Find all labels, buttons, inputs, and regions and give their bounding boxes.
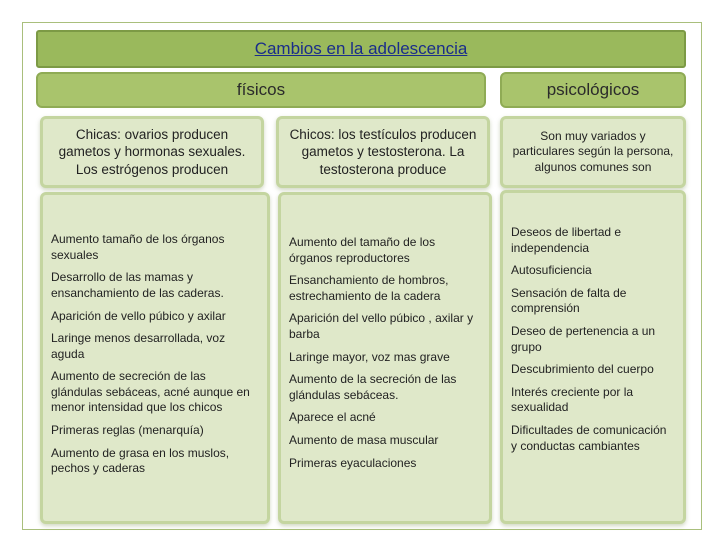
list-item: Autosuficiencia: [511, 263, 592, 278]
list-item: Desarrollo de las mamas y ensanchamiento de las caderas.: [51, 270, 224, 300]
list-item: Laringe menos desarrollada, voz aguda: [51, 331, 226, 361]
list-item: Interés creciente por la sexualidad: [511, 384, 634, 415]
list-item: Deseo de pertenencia a un grupo: [511, 323, 656, 354]
intro-psicologicos: Son muy variados y particulares según la persona, algunos comunes son: [500, 116, 686, 188]
list-item: Aparece el acné: [289, 410, 376, 425]
intro-chicos: Chicos: los testículos producen gametos y testosterona. La testosterona produce: [276, 116, 490, 188]
list-item: Aumento de secreción de las glándulas sebáceas, acné aunque en menor intensidad que los chicos: [51, 369, 250, 415]
list-item: Dificultades de comunicación y conductas cambiantes: [511, 422, 667, 453]
list-item: Primeras reglas (menarquía): [51, 423, 204, 438]
list-item: Aumento tamaño de los órganos sexuales: [51, 232, 225, 262]
list-item: Sensación de falta de comprensión: [511, 285, 627, 316]
title-bar: [36, 30, 686, 68]
list-item: Deseos de libertad e independencia: [511, 225, 622, 255]
list-chicos: [278, 192, 492, 524]
intro-chicas: Chicas: ovarios producen gametos y hormonas sexuales. Los estrógenos producen: [40, 116, 264, 188]
list-item: Aparición del vello púbico , axilar y barba: [289, 311, 474, 341]
list-item: Aumento de masa muscular: [289, 432, 439, 447]
list-item: Aumento de la secreción de las glándulas sebáceas.: [289, 372, 457, 402]
title-link[interactable]: Cambios en la adolescencia: [254, 39, 468, 58]
header-fisicos: físicos: [36, 72, 486, 108]
list-item: Aumento del tamaño de los órganos reproductores: [289, 235, 436, 265]
list-item: Primeras eyaculaciones: [289, 455, 417, 470]
list-item: Laringe mayor, voz mas grave: [289, 349, 450, 364]
list-item: Descubrimiento del cuerpo: [511, 362, 654, 377]
list-item: Aumento de grasa en los muslos, pechos y caderas: [51, 445, 230, 476]
list-chicas: [40, 192, 270, 524]
header-psicologicos: psicológicos: [500, 72, 686, 108]
list-psicologicos: [500, 190, 686, 524]
list-item: Aparición de vello púbico y axilar: [51, 308, 226, 323]
list-item: Ensanchamiento de hombros, estrechamiento de la cadera: [289, 273, 449, 303]
